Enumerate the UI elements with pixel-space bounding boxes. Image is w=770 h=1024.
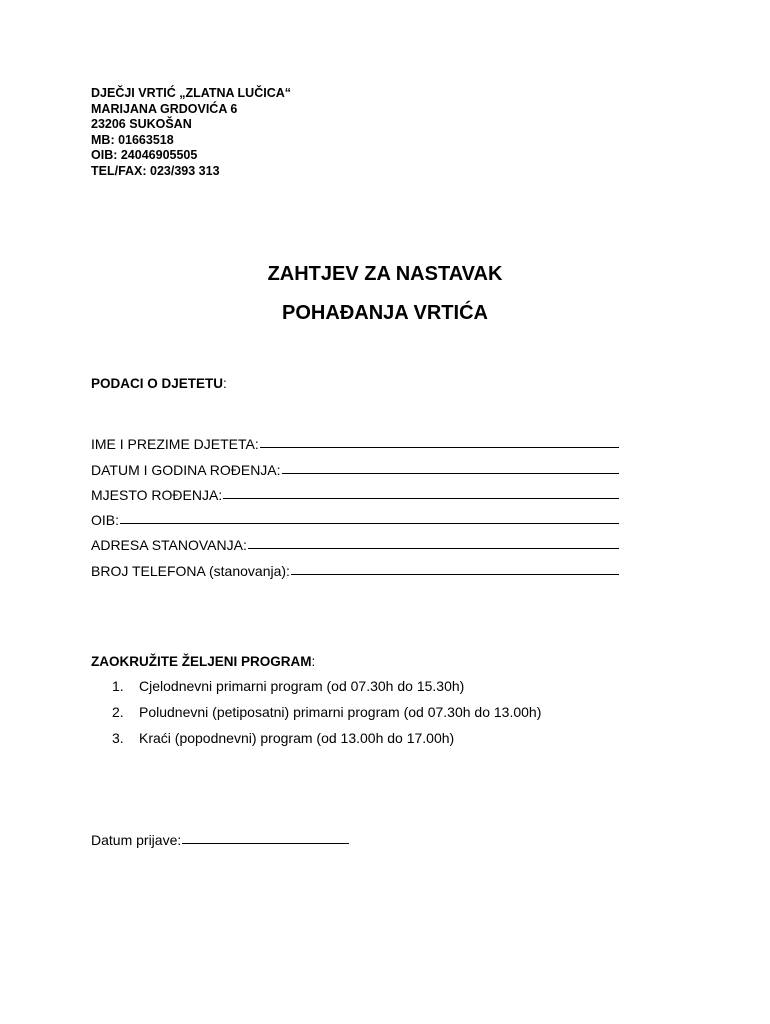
birth-date-field[interactable] xyxy=(91,452,619,477)
program-heading-colon: : xyxy=(311,654,316,669)
program-text: Poludnevni (petiposatni) primarni program (od 07.30h do 13.00h) xyxy=(139,704,542,720)
oib-blank[interactable] xyxy=(120,523,619,524)
header-mb: MB: 01663518 xyxy=(91,132,174,147)
child-name-blank[interactable] xyxy=(260,447,619,448)
birth-date-blank[interactable] xyxy=(282,473,619,474)
oib-label: OIB: xyxy=(91,512,120,529)
birth-place-label: MJESTO ROĐENJA: xyxy=(91,486,223,503)
program-heading-text: ZAOKRUŽITE ŽELJENI PROGRAM xyxy=(91,654,312,669)
program-heading xyxy=(91,654,315,669)
birth-place-field[interactable] xyxy=(91,478,619,503)
phone-label: BROJ TELEFONA (stanovanja): xyxy=(91,562,290,579)
header-address: MARIJANA GRDOVIĆA 6 xyxy=(91,101,238,116)
child-name-label: IME I PREZIME DJETETA: xyxy=(91,436,259,453)
program-text: Kraći (popodnevni) program (od 13.00h do 17.00h) xyxy=(139,730,455,746)
phone-blank[interactable] xyxy=(291,574,619,575)
application-date-blank[interactable] xyxy=(182,843,349,844)
program-text: Cjelodnevni primarni program (od 07.30h do 15.30h) xyxy=(139,678,465,694)
program-number: 1. xyxy=(112,678,124,694)
header-city: 23206 SUKOŠAN xyxy=(91,117,192,131)
document-title-line2: POHAĐANJA VRTIĆA xyxy=(282,302,488,324)
document-title-line1: ZAHTJEV ZA NASTAVAK xyxy=(267,263,503,285)
program-option-short[interactable] xyxy=(112,729,541,755)
application-date-label: Datum prijave: xyxy=(91,832,182,848)
child-data-fields xyxy=(91,427,619,579)
application-date-field[interactable] xyxy=(91,828,349,848)
address-blank[interactable] xyxy=(248,548,619,549)
phone-field[interactable] xyxy=(91,553,619,578)
child-data-heading-text: PODACI O DJETETU xyxy=(91,376,224,391)
program-option-full-day[interactable] xyxy=(112,677,541,703)
birth-date-label: DATUM I GODINA ROĐENJA: xyxy=(91,461,281,478)
program-option-half-day[interactable] xyxy=(112,703,541,729)
program-list xyxy=(112,677,541,755)
header-name: DJEČJI VRTIĆ „ZLATNA LUČICA“ xyxy=(91,86,291,100)
child-data-heading-colon: : xyxy=(223,376,227,391)
birth-place-blank[interactable] xyxy=(223,498,619,499)
header-telfax: TEL/FAX: 023/393 313 xyxy=(91,163,220,178)
kindergarten-header xyxy=(91,86,291,179)
child-name-field[interactable] xyxy=(91,427,619,452)
oib-field[interactable] xyxy=(91,503,619,528)
address-label: ADRESA STANOVANJA: xyxy=(91,537,247,554)
program-number: 2. xyxy=(112,704,124,720)
program-number: 3. xyxy=(112,730,124,746)
address-field[interactable] xyxy=(91,528,619,553)
header-oib: OIB: 24046905505 xyxy=(91,148,198,162)
child-data-heading xyxy=(91,376,227,391)
